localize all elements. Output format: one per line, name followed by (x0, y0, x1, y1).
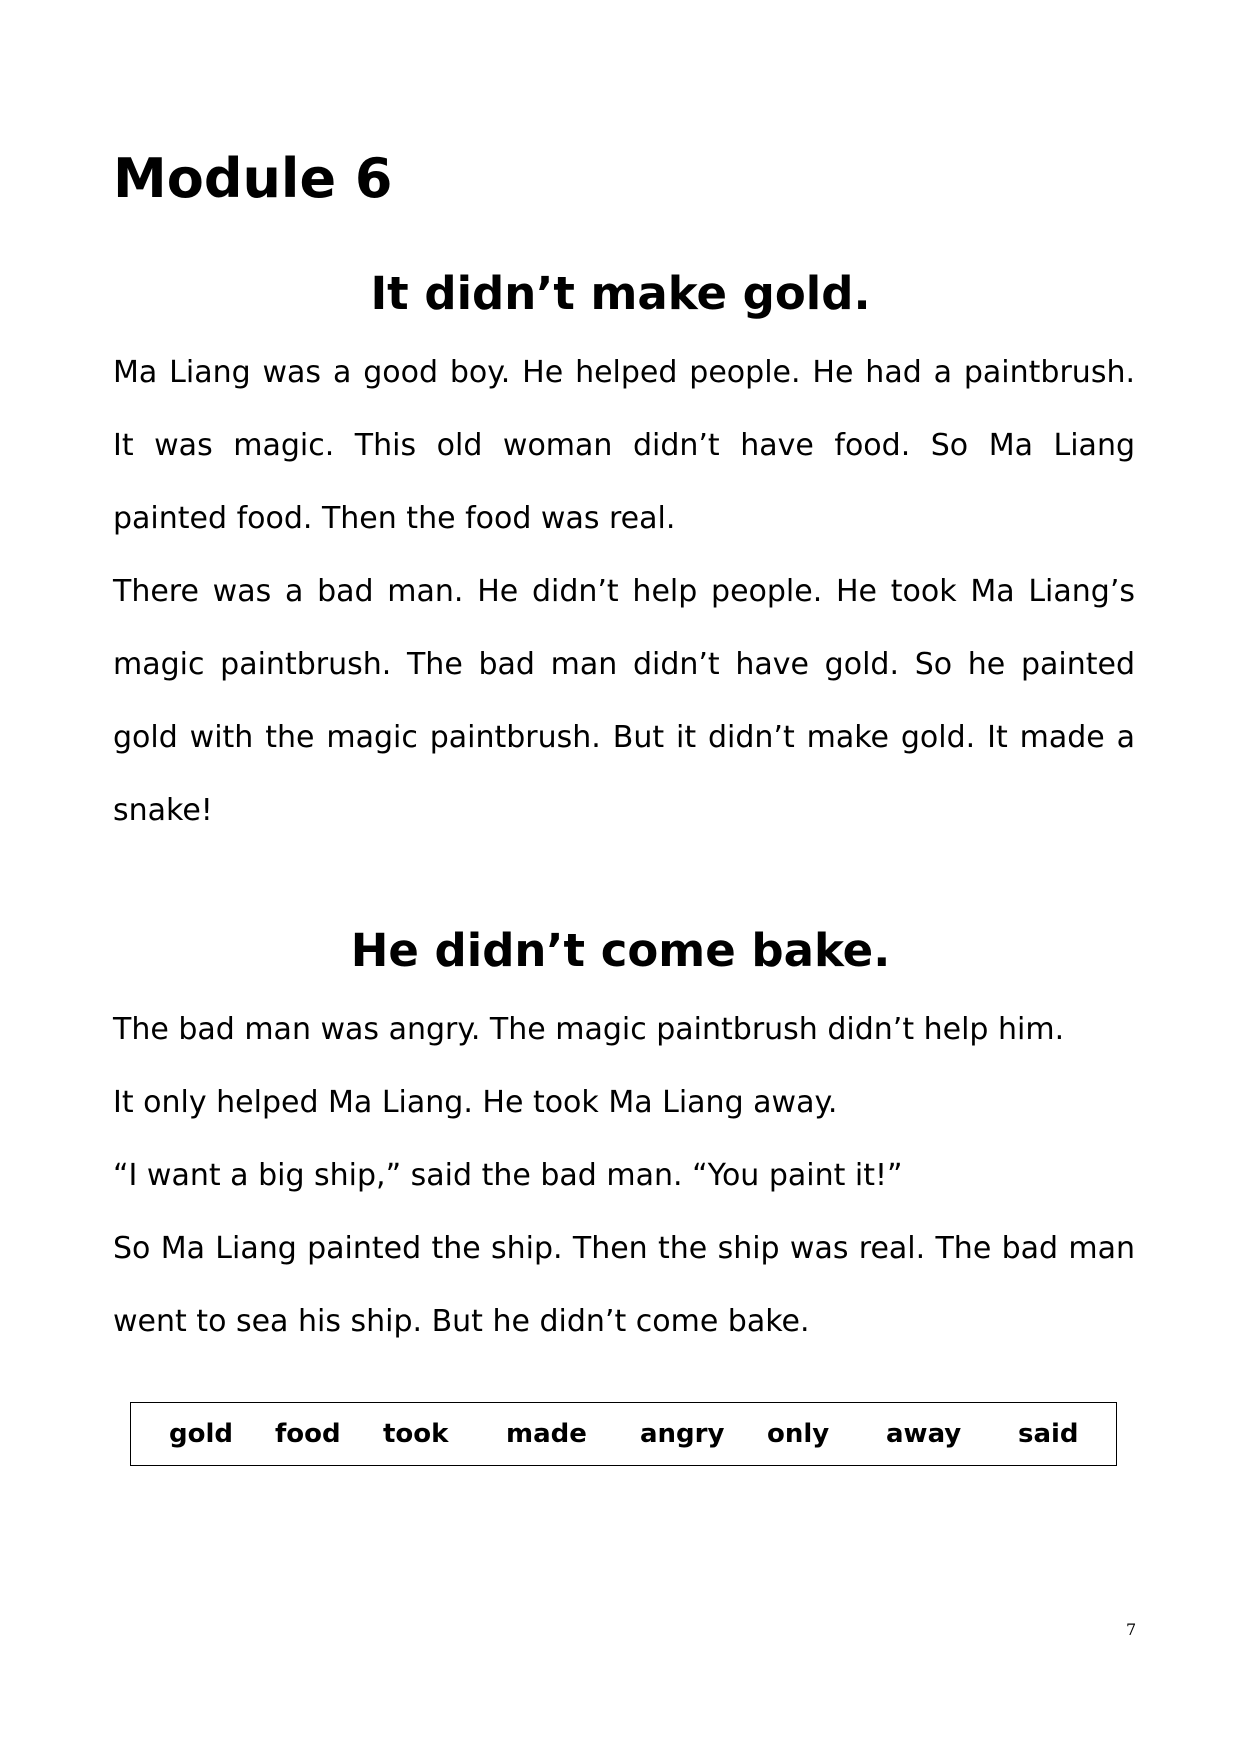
section-2-paragraph-4: So Ma Liang painted the ship. Then the ship was real. The bad man went to sea his ship. But he didn’t come bake. (113, 1231, 1135, 1339)
word-box-item: took (383, 1419, 449, 1449)
section-title-1: It didn’t make gold. (370, 267, 871, 320)
word-box (130, 1402, 1117, 1466)
section-title-2: He didn’t come bake. (350, 924, 891, 977)
word-box-item: gold (169, 1419, 233, 1449)
section-2-paragraph-3: “I want a big ship,” said the bad man. “You paint it!” (113, 1158, 903, 1193)
module-title: Module 6 (113, 147, 393, 210)
section-2-paragraph-2: It only helped Ma Liang. He took Ma Liang away. (113, 1085, 838, 1120)
word-box-item: angry (640, 1419, 725, 1449)
word-box-item: made (506, 1419, 587, 1449)
section-1-paragraph-2: There was a bad man. He didn’t help people. He took Ma Liang’s magic paintbrush. The bad man didn’t have gold. So he painted gold with the magic paintbrush. But it didn’t make gold. It made a snake! (113, 574, 1135, 828)
section-1-text (113, 336, 1135, 847)
section-2-text (113, 993, 1135, 1358)
word-box-item: said (1018, 1419, 1079, 1449)
section-1-paragraph-1: Ma Liang was a good boy. He helped people. He had a paintbrush. It was magic. This old woman didn’t have food. So Ma Liang painted food. Then the food was real. (113, 355, 1135, 536)
page-number: 7 (1126, 1620, 1137, 1639)
word-box-item: food (275, 1419, 341, 1449)
section-2-paragraph-1: The bad man was angry. The magic paintbrush didn’t help him. (113, 1012, 1065, 1047)
word-box-item: only (767, 1419, 830, 1449)
word-box-item: away (886, 1419, 962, 1449)
